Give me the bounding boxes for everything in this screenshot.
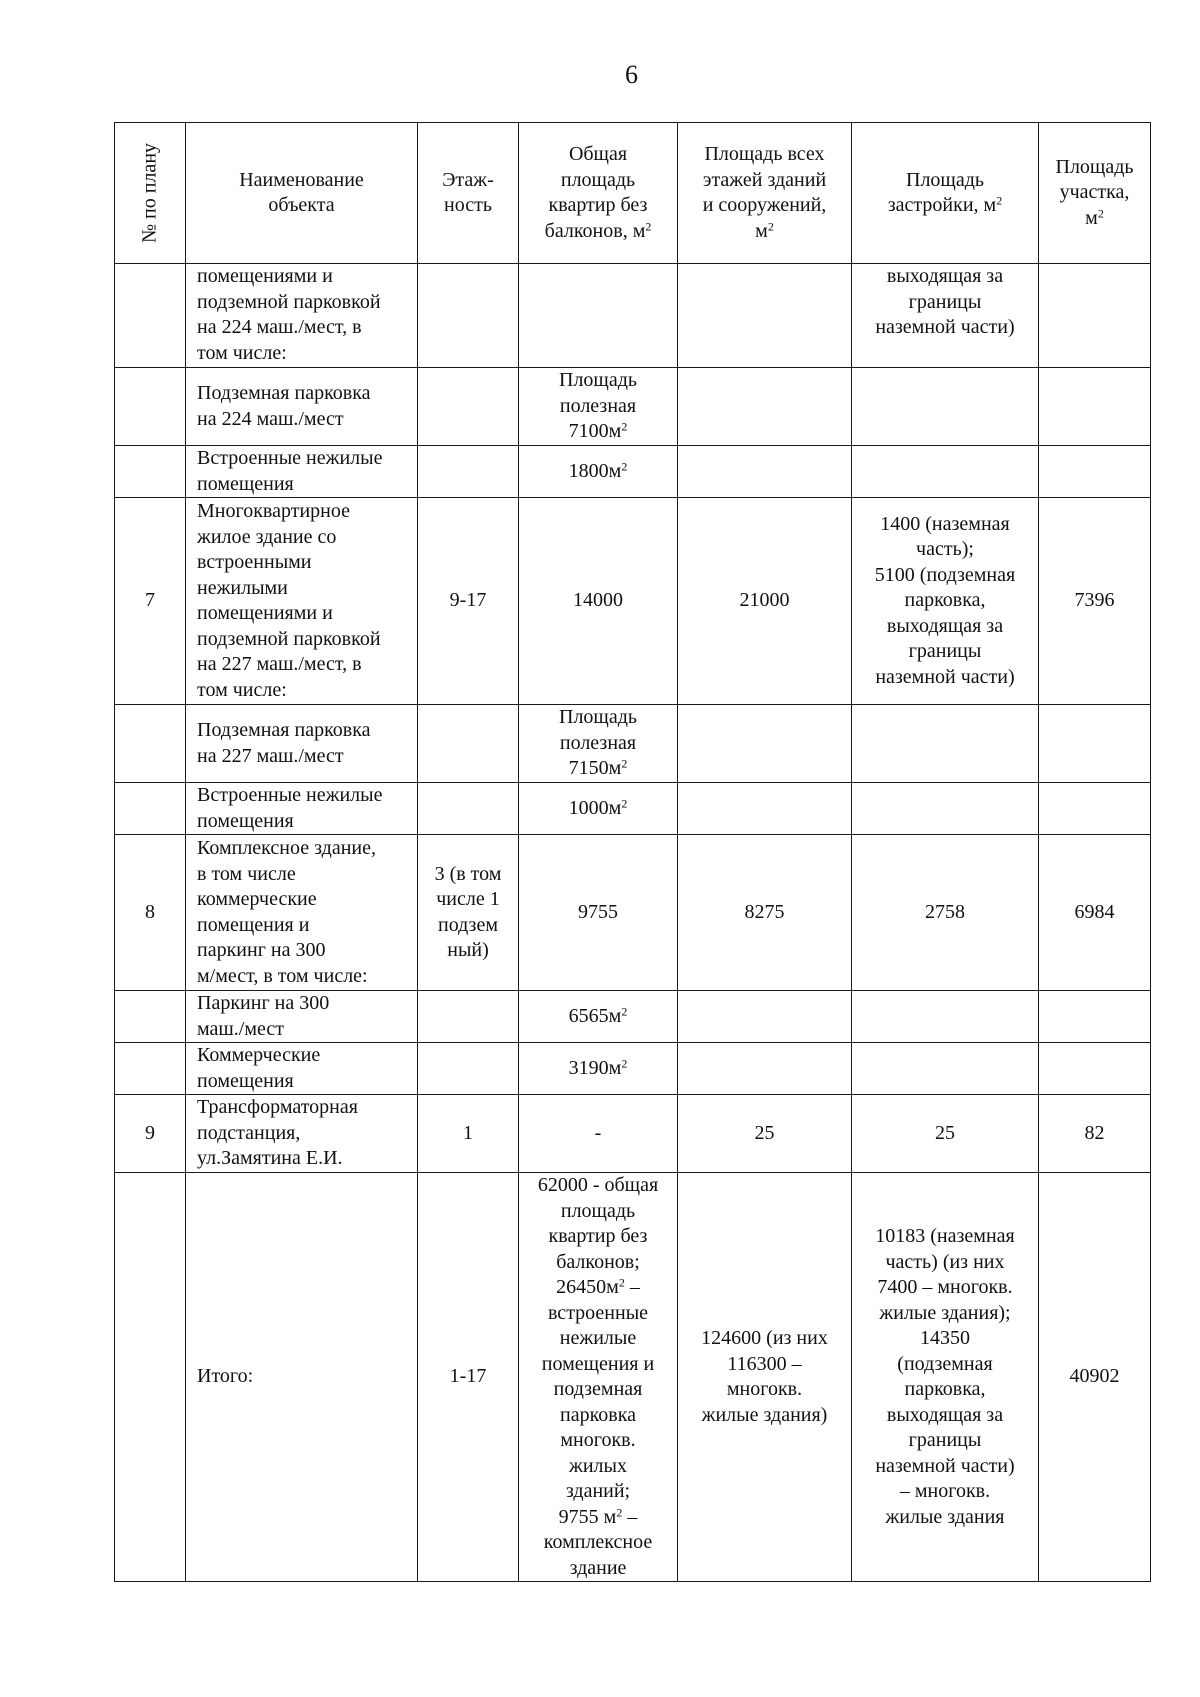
cell-plot-area: 82 (1039, 1095, 1151, 1173)
cell-apt-area-value: Площадь полезная 7100м (559, 369, 637, 443)
cell-num (115, 446, 186, 498)
cell-floors: 9-17 (418, 498, 519, 705)
cell-plot-area (1039, 991, 1151, 1043)
cell-num (115, 705, 186, 783)
data-table (114, 122, 1151, 1582)
cell-num (115, 264, 186, 368)
cell-apt-area-sup: 2 (621, 1056, 628, 1071)
cell-total-area (678, 368, 852, 446)
header-total-area-label: Площадь всех этажей зданий и сооружений, м (702, 143, 827, 242)
cell-plot-area: 40902 (1039, 1173, 1151, 1582)
cell-apt-area (519, 264, 678, 368)
cell-num (115, 1043, 186, 1095)
cell-num: 7 (115, 498, 186, 705)
cell-num (115, 368, 186, 446)
cell-total-area: 124600 (из них 116300 – многокв. жилые здания) (678, 1173, 852, 1582)
cell-apt-area: - (519, 1095, 678, 1173)
table-row (115, 446, 1151, 498)
header-row (115, 123, 1151, 264)
cell-apt-area-sup-a: 2 (618, 1275, 625, 1290)
table-row (115, 991, 1151, 1043)
cell-name: Подземная парковка на 224 маш./мест (186, 368, 418, 446)
cell-apt-area-sup: 2 (621, 459, 628, 474)
cell-name: Многоквартирное жилое здание со встроенными нежилыми помещениями и подземной парковкой на 227 маш./мест, в том числе: (186, 498, 418, 705)
cell-built-area: 2758 (852, 835, 1039, 991)
cell-floors: 1-17 (418, 1173, 519, 1582)
cell-floors (418, 705, 519, 783)
cell-built-area: 25 (852, 1095, 1039, 1173)
cell-apt-area-sup: 2 (621, 419, 628, 434)
cell-apt-area (519, 368, 678, 446)
cell-apt-area (519, 783, 678, 835)
cell-name: Комплексное здание, в том числе коммерческие помещения и паркинг на 300 м/мест, в том числе: (186, 835, 418, 991)
cell-total-area (678, 446, 852, 498)
cell-name: Встроенные нежилые помещения (186, 783, 418, 835)
cell-built-area: выходящая за границы наземной части) (852, 264, 1039, 368)
cell-floors (418, 1043, 519, 1095)
table-row (115, 835, 1151, 991)
cell-total-area (678, 783, 852, 835)
cell-num (115, 991, 186, 1043)
cell-num: 9 (115, 1095, 186, 1173)
cell-name: Встроенные нежилые помещения (186, 446, 418, 498)
cell-apt-area-value: Площадь полезная 7150м (559, 706, 637, 780)
cell-apt-area (519, 446, 678, 498)
cell-apt-area: 9755 (519, 835, 678, 991)
cell-apt-area (519, 705, 678, 783)
cell-name: Коммерческие помещения (186, 1043, 418, 1095)
cell-name: помещениями и подземной парковкой на 224 маш./мест, в том числе: (186, 264, 418, 368)
cell-apt-area-value: 3190м (568, 1056, 622, 1079)
cell-floors (418, 264, 519, 368)
cell-apt-area-sup: 2 (621, 756, 628, 771)
cell-plot-area: 6984 (1039, 835, 1151, 991)
cell-plot-area (1039, 705, 1151, 783)
cell-num: 8 (115, 835, 186, 991)
header-plot-area-sup: 2 (1097, 206, 1104, 221)
cell-total-area (678, 705, 852, 783)
cell-plot-area (1039, 368, 1151, 446)
cell-floors: 1 (418, 1095, 519, 1173)
cell-apt-area-sup-b: 2 (616, 1504, 623, 1519)
cell-total-area: 21000 (678, 498, 852, 705)
cell-floors (418, 991, 519, 1043)
cell-built-area (852, 705, 1039, 783)
cell-floors (418, 783, 519, 835)
header-plot-area-label: Площадь участка, м (1055, 155, 1134, 229)
cell-apt-area-sup: 2 (621, 796, 628, 811)
cell-total-area: 25 (678, 1095, 852, 1173)
header-apt-area-label: Общая площадь квартир без балконов, м (544, 143, 648, 242)
cell-name: Подземная парковка на 227 маш./мест (186, 705, 418, 783)
table-row (115, 783, 1151, 835)
header-apt-area (519, 123, 678, 264)
table-row (115, 1095, 1151, 1173)
cell-num (115, 783, 186, 835)
cell-floors: 3 (в том числе 1 подзем ный) (418, 835, 519, 991)
cell-num (115, 1173, 186, 1582)
cell-apt-area-value: 6565м (568, 1004, 622, 1027)
header-floors: Этаж- ность (418, 123, 519, 264)
cell-floors (418, 368, 519, 446)
cell-apt-area-part-a: 62000 - общая площадь квартир без балконов; 26450м (537, 1174, 659, 1298)
cell-plot-area (1039, 264, 1151, 368)
cell-name: Паркинг на 300 маш./мест (186, 991, 418, 1043)
cell-total-area (678, 991, 852, 1043)
cell-built-area (852, 368, 1039, 446)
header-num-label: № по плану (138, 142, 161, 244)
header-total-area (678, 123, 852, 264)
cell-plot-area (1039, 1043, 1151, 1095)
cell-total-area: 8275 (678, 835, 852, 991)
cell-floors (418, 446, 519, 498)
cell-plot-area: 7396 (1039, 498, 1151, 705)
cell-apt-area (519, 1043, 678, 1095)
header-built-area-label: Площадь застройки, м (887, 168, 997, 216)
header-name: Наименование объекта (186, 123, 418, 264)
cell-name: Трансформаторная подстанция, ул.Замятина Е.И. (186, 1095, 418, 1173)
cell-apt-area-value: 1000м (568, 796, 622, 819)
page-number: 6 (625, 60, 638, 89)
cell-built-area (852, 783, 1039, 835)
header-apt-area-sup: 2 (645, 218, 652, 233)
header-built-area-sup: 2 (996, 193, 1003, 208)
table-row (115, 1043, 1151, 1095)
header-plot-area (1039, 123, 1151, 264)
cell-apt-area-part-b: – встроенные нежилые помещения и подземная парковка многокв. жилых зданий; 9755 м (541, 1276, 655, 1528)
cell-apt-area: 14000 (519, 498, 678, 705)
cell-apt-area (519, 991, 678, 1043)
cell-total-area (678, 264, 852, 368)
table-row (115, 705, 1151, 783)
header-num (115, 123, 186, 264)
cell-built-area (852, 446, 1039, 498)
cell-plot-area (1039, 446, 1151, 498)
table-row (115, 368, 1151, 446)
cell-apt-area-value: 1800м (568, 459, 622, 482)
cell-apt-area-part-c: – комплексное здание (543, 1505, 653, 1579)
header-total-area-sup: 2 (767, 218, 774, 233)
table-row (115, 264, 1151, 368)
cell-apt-area-sup: 2 (621, 1004, 628, 1019)
table-row (115, 498, 1151, 705)
cell-built-area (852, 1043, 1039, 1095)
cell-built-area (852, 991, 1039, 1043)
cell-total-area (678, 1043, 852, 1095)
header-built-area (852, 123, 1039, 264)
totals-row (115, 1173, 1151, 1582)
cell-name: Итого: (186, 1173, 418, 1582)
cell-apt-area (519, 1173, 678, 1582)
cell-plot-area (1039, 783, 1151, 835)
cell-built-area: 1400 (наземная часть); 5100 (подземная парковка, выходящая за границы наземной части) (852, 498, 1039, 705)
cell-built-area: 10183 (наземная часть) (из них 7400 – многокв. жилые здания); 14350 (подземная парковка, выходящая за границы наземной части) – многокв. жилые здания (852, 1173, 1039, 1582)
